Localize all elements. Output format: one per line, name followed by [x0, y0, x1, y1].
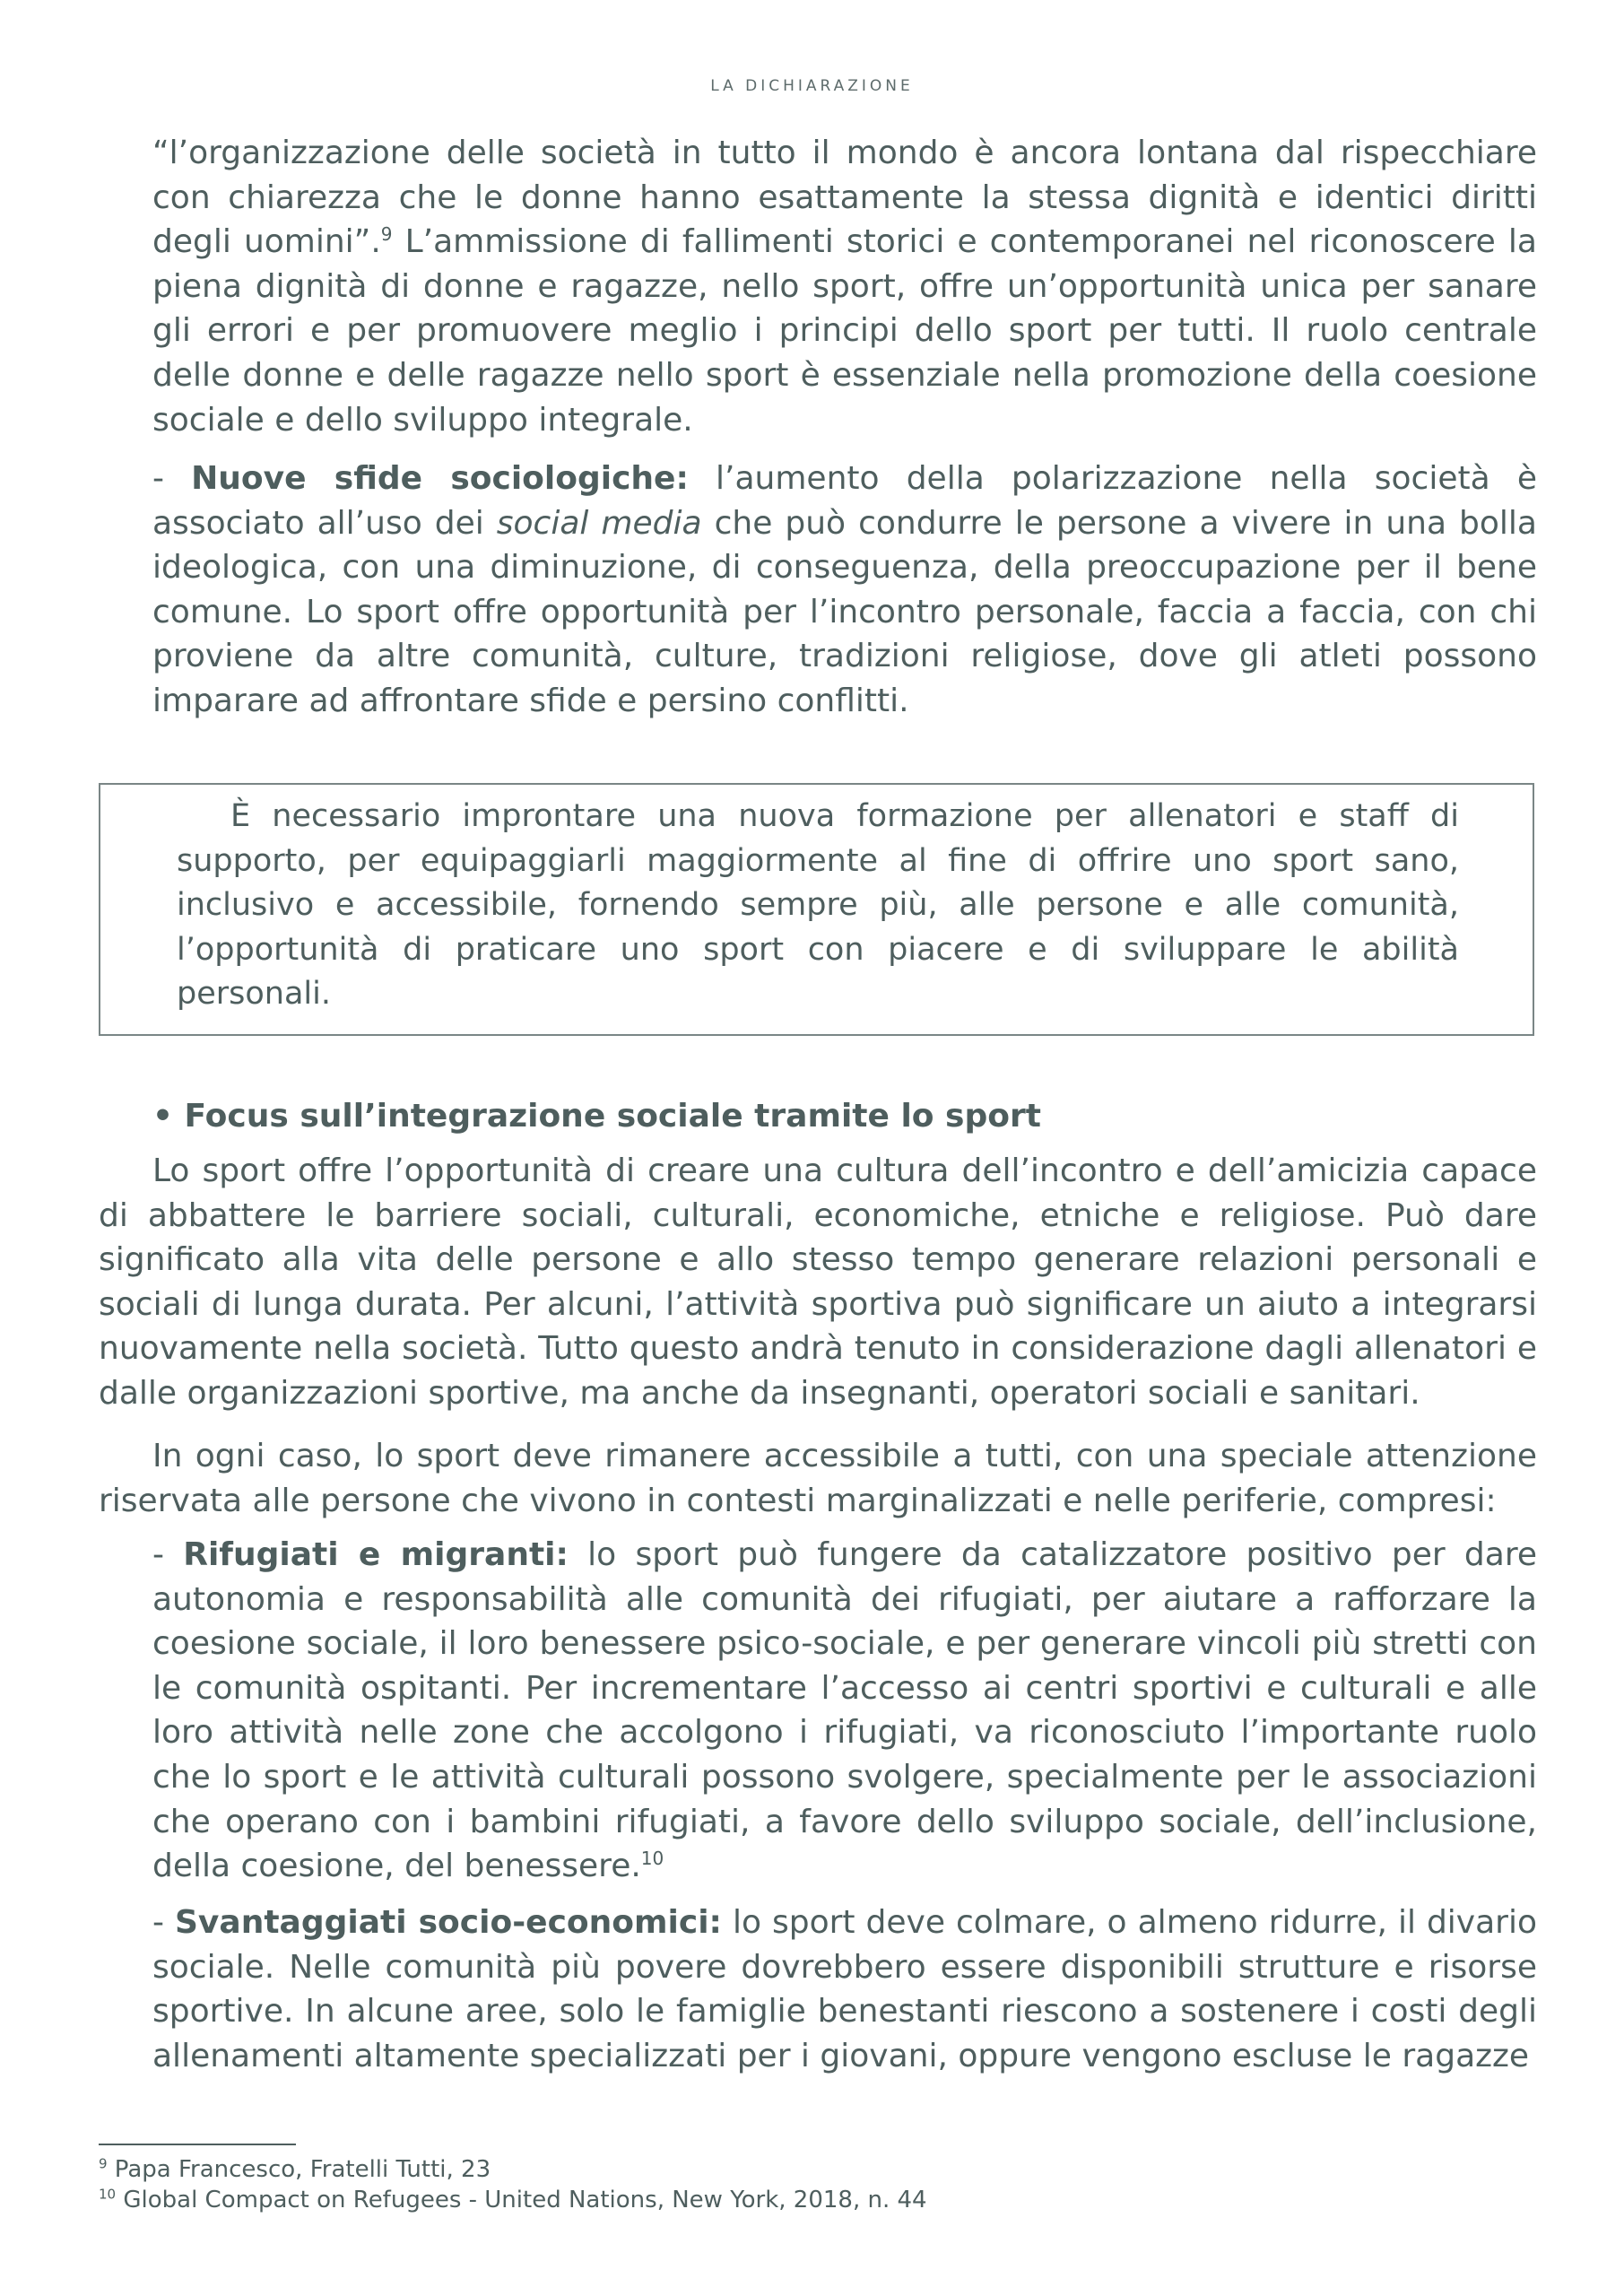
section-heading: • Focus sull’integrazione sociale tramite lo sport [152, 1098, 1041, 1135]
paragraph-social-integration: Lo sport offre l’opportunità di creare una cultura dell’incontro e dell’amicizia capace di abbattere le barriere sociali, culturali, economiche, etniche e religiose. Può dare significato alla vita delle persone e allo stesso tempo generare relazioni personali e sociali di lunga durata. Per alcuni, l’attività sportiva può significare un aiuto a integrarsi nuovamente nella società. Tutto questo andrà tenuto in considerazione dagli allenatori e dalle organizzazioni sportive, ma anche da insegnanti, operatori sociali e sanitari. [99, 1152, 1537, 1412]
footnote-9 [99, 2155, 491, 2184]
dash: - [152, 460, 192, 497]
paragraph-text: che può condurre le persone a vivere in una bolla ideologica, con una diminuzione, di conseguenza, della preoccupazione per il bene comune. Lo sport offre opportunità per l’incontro personale, faccia a faccia, con chi proviene da altre comunità, culture, tradizioni religiose, dove gli atleti possono imparare ad affrontare sfide e persino conflitti. [152, 504, 1537, 719]
italic-term: social media [496, 504, 702, 542]
paragraph-accessibility: In ogni caso, lo sport deve rimanere accessibile a tutti, con una speciale attenzione riservata alle persone che vivono in contesti marginalizzati e nelle periferie, compresi: [99, 1438, 1537, 1519]
footnote-ref-10[interactable]: 10 [640, 1848, 664, 1870]
footnote-divider [99, 2144, 296, 2145]
running-header: LA DICHIARAZIONE [710, 77, 914, 95]
bold-term: Nuove sfide sociologiche: [191, 460, 689, 497]
footnote-text: Global Compact on Refugees - United Nations, New York, 2018, n. 44 [116, 2187, 927, 2213]
footnote-10 [99, 2186, 927, 2214]
footnote-ref-9[interactable]: 9 [380, 223, 393, 246]
footnote-number: 10 [99, 2186, 117, 2203]
paragraph-refugees [152, 1533, 1537, 1889]
quote-text: “l’organizzazione delle società in tutto il mondo è ancora lontana dal rispecchiare con chiarezza che le donne hanno esattamente la stessa dignità e identici diritti degli uomini”. [152, 135, 1537, 261]
paragraph-disadvantaged [152, 1900, 1537, 2078]
footnote-number: 9 [99, 2155, 108, 2172]
paragraph-text: lo sport può fungere da catalizzatore positivo per dare autonomia e responsabilità alle comunità dei rifugiati, per aiutare a rafforzare la coesione sociale, il loro benessere psico-sociale, e per generare vincoli più stretti con le comunità ospitanti. Per incrementare l’accesso ai centri sportivi e culturali e alle loro attività nelle zone che accolgono i rifugiati, va riconosciuto l’importante ruolo che lo sport e le attività culturali possono svolgere, specialmente per le associazioni che operano con i bambini rifugiati, a favore dello sviluppo sociale, dell’inclusione, della coesione, del benessere. [152, 1536, 1537, 1885]
bold-term: Svantaggiati socio-economici: [175, 1904, 722, 1941]
footnote-text: Papa Francesco, Fratelli Tutti, 23 [107, 2156, 491, 2183]
dash: - [152, 1904, 175, 1941]
bold-term: Rifugiati e migranti: [183, 1536, 569, 1573]
paragraph-women-dignity [152, 131, 1537, 442]
callout-text [177, 795, 1459, 1017]
paragraph-text: L’ammissione di fallimenti storici e contemporanei nel riconoscere la piena dignità di donne e ragazze, nello sport, offre un’opportunità unica per sanare gli errori e per promuovere meglio i principi dello sport per tutti. Il ruolo centrale delle donne e delle ragazze nello sport è essenziale nella promozione della coesione sociale e dello sviluppo integrale. [152, 223, 1537, 439]
paragraph-text: l’aumento della polarizzazione nella società è associato all’uso dei [152, 460, 1537, 542]
paragraph-sociological-challenges [152, 457, 1537, 724]
dash: - [152, 1536, 184, 1573]
callout-body: È necessario improntare una nuova formazione per allenatori e staff di supporto, per equipaggiarli maggiormente al fine di offrire uno sport sano, inclusivo e accessibile, fornendo sempre più, alle persone e alle comunità, l’opportunità di praticare uno sport con piacere e di sviluppare le abilità personali. [177, 798, 1459, 1013]
paragraph-text: lo sport deve colmare, o almeno ridurre, il divario sociale. Nelle comunità più povere dovrebbero essere disponibili strutture e risorse sportive. In alcune aree, solo le famiglie benestanti riescono a sostenere i costi degli allenamenti altamente specializzati per i giovani, oppure vengono escluse le ragazze [152, 1904, 1537, 2074]
